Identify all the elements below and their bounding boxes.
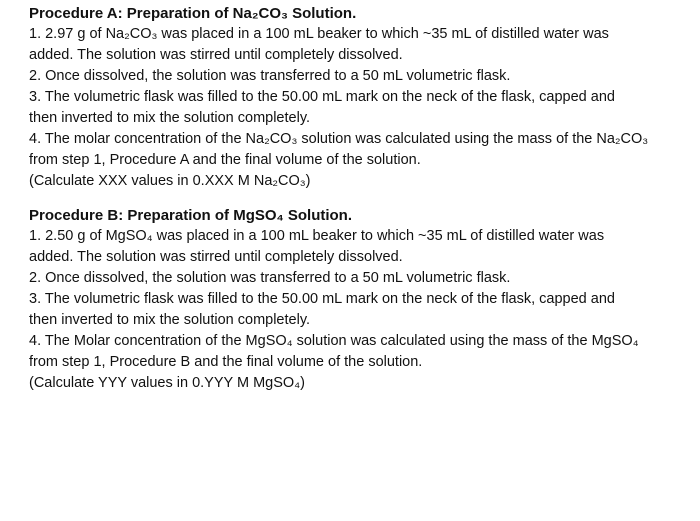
procedure-b-line: then inverted to mix the solution completely. [29, 312, 311, 328]
procedure-a-line: then inverted to mix the solution completely. [29, 110, 311, 126]
procedure-b-line: from step 1, Procedure B and the final volume of the solution. [29, 354, 423, 370]
procedure-b-line: 1. 2.50 g of MgSO₄ was placed in a 100 mL beaker to which ~35 mL of distilled water was [29, 228, 605, 244]
procedure-b-line: 3. The volumetric flask was filled to the 50.00 mL mark on the neck of the flask, capped and [29, 291, 615, 307]
procedure-a-line: 2. Once dissolved, the solution was transferred to a 50 mL volumetric flask. [29, 68, 511, 84]
procedure-a-section [29, 3, 689, 192]
procedure-a-line: 4. The molar concentration of the Na₂CO₃ solution was calculated using the mass of the Na₂CO₃ [29, 131, 649, 147]
procedure-b-heading: Procedure B: Preparation of MgSO₄ Solution. [29, 207, 353, 224]
procedure-b-line: 4. The Molar concentration of the MgSO₄ solution was calculated using the mass of the MgSO₄ [29, 333, 639, 349]
procedure-a-line: 1. 2.97 g of Na₂CO₃ was placed in a 100 mL beaker to which ~35 mL of distilled water was [29, 26, 609, 42]
procedure-b-line: (Calculate YYY values in 0.YYY M MgSO₄) [29, 375, 305, 391]
procedure-a-line: from step 1, Procedure A and the final volume of the solution. [29, 152, 421, 168]
procedure-a-line: (Calculate XXX values in 0.XXX M Na₂CO₃) [29, 173, 311, 189]
procedure-a-line: 3. The volumetric flask was filled to the 50.00 mL mark on the neck of the flask, capped and [29, 89, 615, 105]
procedure-b-line: added. The solution was stirred until completely dissolved. [29, 249, 403, 265]
procedure-b-line: 2. Once dissolved, the solution was transferred to a 50 mL volumetric flask. [29, 270, 511, 286]
procedure-a-line: added. The solution was stirred until completely dissolved. [29, 47, 403, 63]
procedure-b-section [29, 205, 689, 394]
procedure-a-heading: Procedure A: Preparation of Na₂CO₃ Solution. [29, 5, 357, 22]
